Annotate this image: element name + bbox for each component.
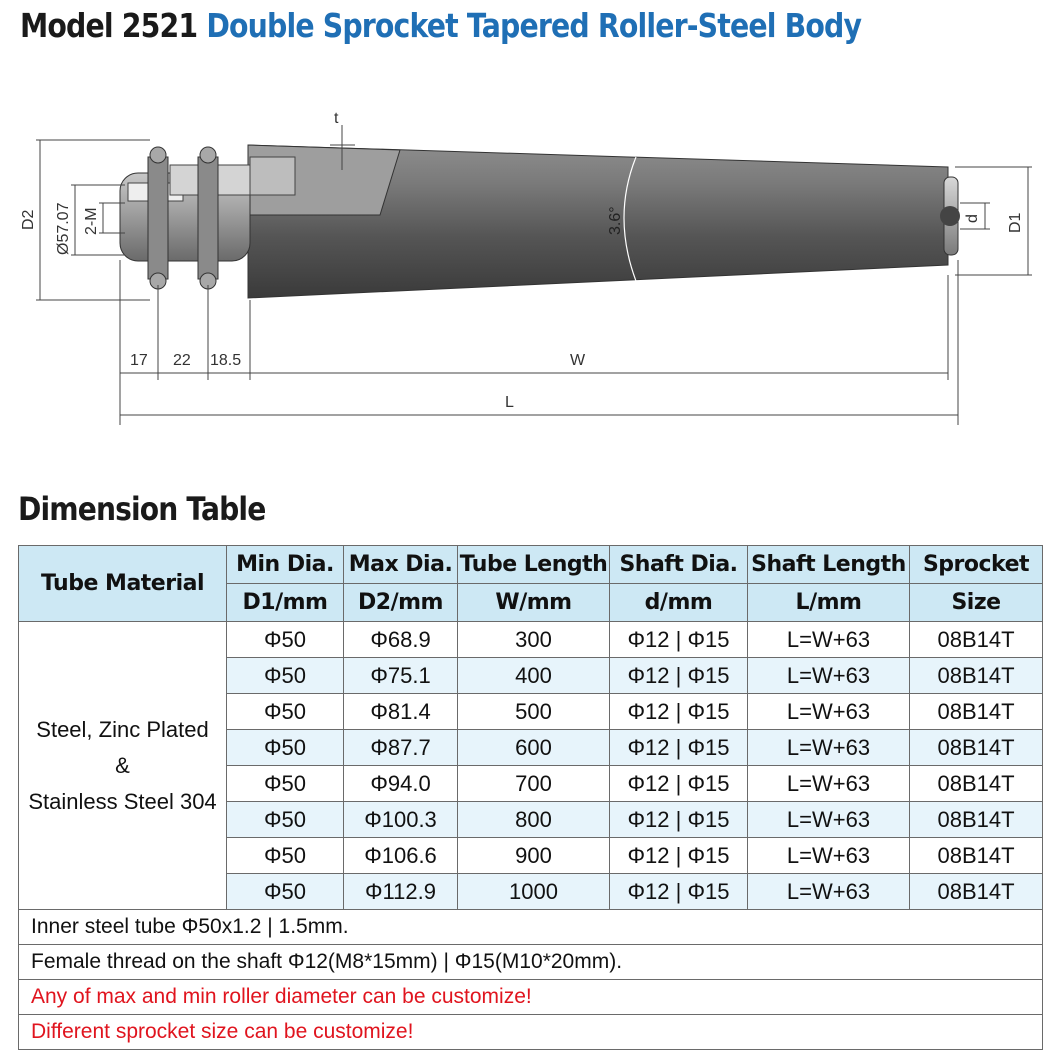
cell-tube-length: 800 (458, 802, 610, 838)
label-dia: Ø57.07 (55, 202, 72, 255)
header-shaft-length-unit: L/mm (748, 584, 910, 622)
cell-shaft-length: L=W+63 (748, 874, 910, 910)
cell-tube-length: 900 (458, 838, 610, 874)
cell-min-dia: Φ50 (227, 694, 344, 730)
header-shaft-length: Shaft Length (748, 546, 910, 584)
cell-sprocket-size: 08B14T (910, 766, 1043, 802)
header-min-dia: Min Dia. (227, 546, 344, 584)
cell-shaft-dia: Φ12 | Φ15 (610, 766, 748, 802)
label-d1: D1 (1007, 212, 1024, 233)
label-w: W (570, 352, 586, 369)
cell-shaft-length: L=W+63 (748, 658, 910, 694)
cell-max-dia: Φ81.4 (344, 694, 458, 730)
cell-max-dia: Φ112.9 (344, 874, 458, 910)
cell-shaft-dia: Φ12 | Φ15 (610, 730, 748, 766)
cell-min-dia: Φ50 (227, 622, 344, 658)
cell-sprocket-size: 08B14T (910, 694, 1043, 730)
cell-sprocket-size: 08B14T (910, 802, 1043, 838)
cell-shaft-dia: Φ12 | Φ15 (610, 694, 748, 730)
cell-min-dia: Φ50 (227, 802, 344, 838)
cell-shaft-dia: Φ12 | Φ15 (610, 658, 748, 694)
label-l: L (505, 394, 514, 411)
cell-min-dia: Φ50 (227, 874, 344, 910)
note-row (19, 910, 1043, 945)
cell-shaft-dia: Φ12 | Φ15 (610, 874, 748, 910)
cell-tube-length: 1000 (458, 874, 610, 910)
cell-tube-length: 700 (458, 766, 610, 802)
header-max-dia-unit: D2/mm (344, 584, 458, 622)
label-dim-18-5: 18.5 (210, 352, 242, 369)
label-d: d (964, 214, 981, 223)
header-sprocket: Sprocket (910, 546, 1043, 584)
cell-shaft-length: L=W+63 (748, 730, 910, 766)
material-line: Stainless Steel 304 (28, 788, 217, 814)
cell-min-dia: Φ50 (227, 730, 344, 766)
cell-sprocket-size: 08B14T (910, 658, 1043, 694)
cell-shaft-dia: Φ12 | Φ15 (610, 802, 748, 838)
cell-tube-length: 500 (458, 694, 610, 730)
cell-sprocket-size: 08B14T (910, 622, 1043, 658)
cell-shaft-length: L=W+63 (748, 766, 910, 802)
cell-shaft-length: L=W+63 (748, 802, 910, 838)
label-thread: 2-M (83, 207, 100, 235)
roller-drawing (0, 95, 1050, 440)
cell-max-dia: Φ106.6 (344, 838, 458, 874)
cell-min-dia: Φ50 (227, 658, 344, 694)
label-angle: 3.6° (607, 206, 624, 235)
page-title (20, 4, 897, 48)
sprocket-1 (148, 147, 168, 289)
header-shaft-dia: Shaft Dia. (610, 546, 748, 584)
cell-sprocket-size: 08B14T (910, 730, 1043, 766)
label-dim-22: 22 (173, 352, 191, 369)
cell-max-dia: Φ68.9 (344, 622, 458, 658)
dimension-table-title: Dimension Table (18, 490, 266, 528)
cell-min-dia: Φ50 (227, 766, 344, 802)
red-note-row (19, 1015, 1043, 1050)
product-name: Double Sprocket Tapered Roller-Steel Body (206, 6, 862, 45)
note-female-thread: Female thread on the shaft Φ12(M8*15mm) | Φ15(M10*20mm). (19, 945, 1043, 980)
sprocket-hub (120, 147, 250, 289)
cell-shaft-length: L=W+63 (748, 838, 910, 874)
tapered-tube (248, 145, 948, 298)
cell-shaft-length: L=W+63 (748, 694, 910, 730)
note-inner-tube: Inner steel tube Φ50x1.2 | 1.5mm. (19, 910, 1043, 945)
header-max-dia: Max Dia. (344, 546, 458, 584)
material-line: Steel, Zinc Plated (36, 716, 209, 742)
cell-tube-length: 300 (458, 622, 610, 658)
cell-shaft-dia: Φ12 | Φ15 (610, 622, 748, 658)
cell-sprocket-size: 08B14T (910, 838, 1043, 874)
material-line: & (115, 752, 130, 778)
label-dim-17: 17 (130, 352, 148, 369)
cell-max-dia: Φ87.7 (344, 730, 458, 766)
header-shaft-dia-unit: d/mm (610, 584, 748, 622)
note-customize-diameter: Any of max and min roller diameter can be customize! (19, 980, 1043, 1015)
cell-min-dia: Φ50 (227, 838, 344, 874)
cell-tube-length: 600 (458, 730, 610, 766)
note-row (19, 945, 1043, 980)
sprocket-2 (198, 147, 218, 289)
material-cell (19, 622, 227, 910)
header-min-dia-unit: D1/mm (227, 584, 344, 622)
cell-max-dia: Φ100.3 (344, 802, 458, 838)
cell-max-dia: Φ75.1 (344, 658, 458, 694)
header-tube-material: Tube Material (19, 546, 227, 622)
red-note-row (19, 980, 1043, 1015)
dimension-table (18, 545, 1043, 1050)
model-number: Model 2521 (20, 6, 198, 45)
table-row (19, 622, 1043, 658)
cell-tube-length: 400 (458, 658, 610, 694)
note-customize-sprocket: Different sprocket size can be customize! (19, 1015, 1043, 1050)
header-tube-length: Tube Length (458, 546, 610, 584)
label-t: t (334, 110, 339, 127)
label-d2: D2 (20, 209, 37, 230)
header-tube-length-unit: W/mm (458, 584, 610, 622)
cell-shaft-dia: Φ12 | Φ15 (610, 838, 748, 874)
header-sprocket-size: Size (910, 584, 1043, 622)
cell-shaft-length: L=W+63 (748, 622, 910, 658)
cell-max-dia: Φ94.0 (344, 766, 458, 802)
cell-sprocket-size: 08B14T (910, 874, 1043, 910)
